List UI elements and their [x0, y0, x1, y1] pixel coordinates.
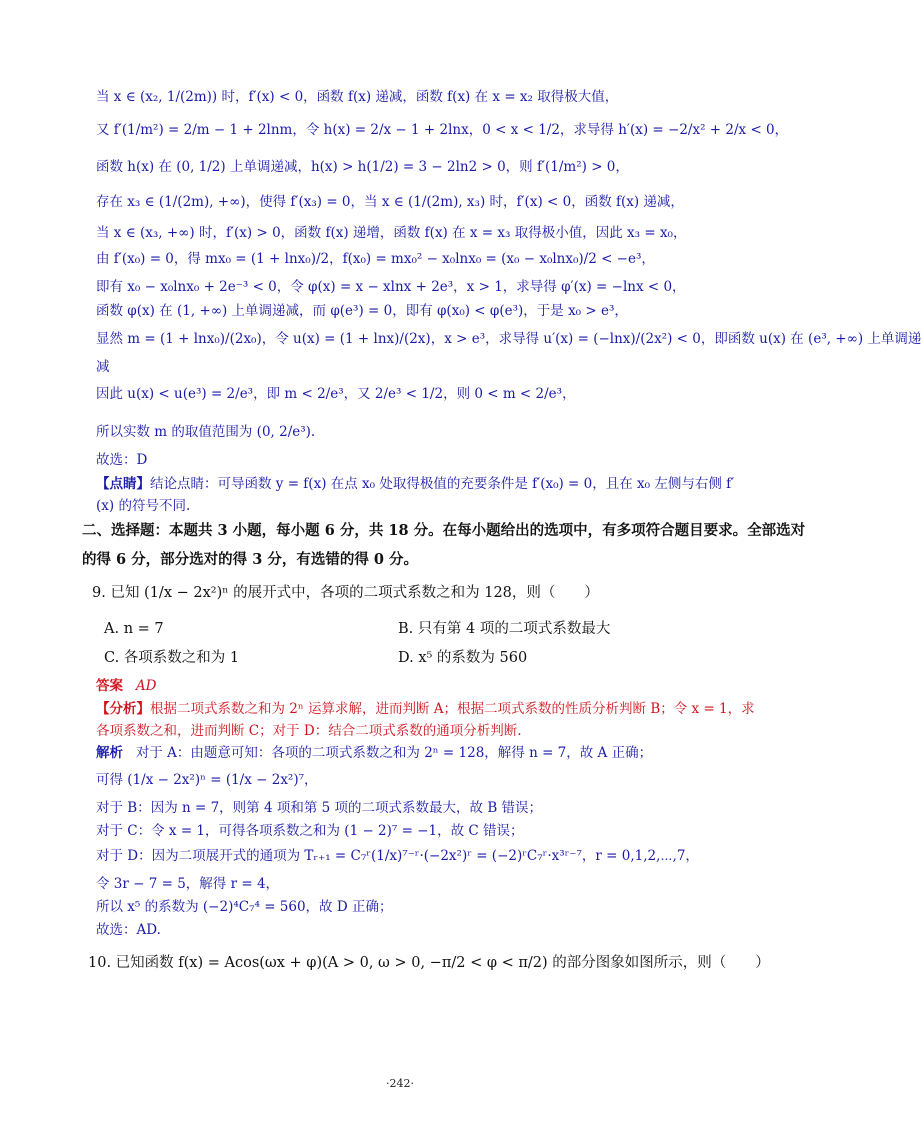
answer-line — [96, 676, 156, 696]
question-9-option-d: D. x⁵ 的系数为 560 — [398, 650, 528, 666]
jiexi-line: 对于 C：令 x = 1，可得各项系数之和为 (1 − 2)⁷ = −1，故 C 错误； — [96, 823, 524, 839]
analysis-label: 【分析】 — [96, 701, 150, 717]
solution-line: 又 f′(1/m²) = 2/m − 1 + 2lnm，令 h(x) = 2/x − 1 + 2lnx，0 < x < 1/2，求导得 h′(x) = −2/x² + 2/x < 0， — [96, 122, 789, 138]
jiexi-line: 所以 x⁵ 的系数为 (−2)⁴C₇⁴ = 560，故 D 正确； — [96, 899, 393, 915]
jiexi-line — [96, 743, 652, 763]
page-number: ·242· — [386, 1077, 414, 1090]
solution-line: 故选：D — [96, 452, 148, 468]
solution-line: 存在 x₃ ∈ (1/(2m), +∞)，使得 f′(x₃) = 0，当 x ∈ (1/(2m), x₃) 时，f′(x) < 0，函数 f(x) 递减， — [96, 194, 684, 210]
solution-line: 函数 φ(x) 在 (1, +∞) 上单调递减，而 φ(e³) = 0，即有 φ(x₀) < φ(e³)，于是 x₀ > e³， — [96, 303, 628, 319]
solution-line: 所以实数 m 的取值范围为 (0, 2/e³). — [96, 424, 316, 440]
analysis-line-2: 各项系数之和，进而判断 C；对于 D：结合二项式系数的通项分析判断. — [96, 723, 522, 739]
dianjing-line — [96, 474, 734, 494]
solution-line: 因此 u(x) < u(e³) = 2/e³，即 m < 2/e³，又 2/e³ < 1/2，则 0 < m < 2/e³， — [96, 386, 576, 402]
solution-line: 当 x ∈ (x₃, +∞) 时，f′(x) > 0，函数 f(x) 递增，函数 f(x) 在 x = x₃ 取得极小值，因此 x₃ = x₀， — [96, 225, 687, 241]
analysis-line — [96, 699, 755, 719]
dianjing-label: 【点睛】 — [96, 476, 150, 492]
jiexi-line: 可得 (1/x − 2x²)ⁿ = (1/x − 2x²)⁷， — [96, 772, 318, 788]
solution-line: 当 x ∈ (x₂, 1/(2m)) 时，f′(x) < 0，函数 f(x) 递减，函数 f(x) 在 x = x₂ 取得极大值， — [96, 89, 619, 105]
solution-line: 减 — [96, 359, 110, 375]
jiexi-line: 故选：AD. — [96, 922, 161, 938]
dianjing-line-2: (x) 的符号不同. — [96, 498, 191, 514]
jiexi-label: 解析 — [96, 745, 123, 761]
solution-line: 即有 x₀ − x₀lnx₀ + 2e⁻³ < 0，令 φ(x) = x − xlnx + 2e³，x > 1，求导得 φ′(x) = −lnx < 0， — [96, 279, 686, 295]
answer-label: 答案 — [96, 678, 123, 694]
solution-line: 显然 m = (1 + lnx₀)/(2x₀)，令 u(x) = (1 + lnx)/(2x)，x > e³，求导得 u′(x) = (−lnx)/(2x²) < 0，即函数 u(x) 在 (e³, +∞) 上单调递 — [96, 331, 921, 347]
question-9-option-c: C. 各项系数之和为 1 — [104, 650, 240, 666]
solution-line: 函数 h(x) 在 (0, 1/2) 上单调递减，h(x) > h(1/2) = 3 − 2ln2 > 0，则 f′(1/m²) > 0， — [96, 159, 629, 175]
analysis-text: 根据二项式系数之和为 2ⁿ 运算求解，进而判断 A；根据二项式系数的性质分析判断 B；令 x = 1，求 — [150, 701, 755, 717]
question-9-option-a: A. n = 7 — [104, 621, 164, 637]
section-title: 二、选择题：本题共 3 小题，每小题 6 分，共 18 分。在每小题给出的选项中，有多项符合题目要求。全部选对 — [82, 522, 806, 539]
jiexi-line: 令 3r − 7 = 5，解得 r = 4， — [96, 876, 280, 892]
question-9-option-b: B. 只有第 4 项的二项式系数最大 — [398, 621, 611, 637]
jiexi-line: 对于 B：因为 n = 7，则第 4 项和第 5 项的二项式系数最大，故 B 错误； — [96, 800, 543, 816]
jiexi-text: 对于 A：由题意可知：各项的二项式系数之和为 2ⁿ = 128，解得 n = 7，故 A 正确； — [135, 745, 653, 761]
question-9-stem: 9. 已知 (1/x − 2x²)ⁿ 的展开式中，各项的二项式系数之和为 128，则（ ） — [92, 585, 599, 601]
answer-value: AD — [135, 678, 157, 694]
question-10-stem: 10. 已知函数 f(x) = Acos(ωx + φ)(A > 0, ω > 0, −π/2 < φ < π/2) 的部分图象如图所示，则（ ） — [88, 955, 770, 971]
jiexi-line: 对于 D：因为二项展开式的通项为 Tᵣ₊₁ = C₇ʳ(1/x)⁷⁻ʳ·(−2x²)ʳ = (−2)ʳC₇ʳ·x³ʳ⁻⁷，r = 0,1,2,⋯,7， — [96, 848, 699, 864]
section-title-cont: 的得 6 分，部分选对的得 3 分，有选错的得 0 分。 — [82, 551, 419, 568]
dianjing-text: 结论点睛：可导函数 y = f(x) 在点 x₀ 处取得极值的充要条件是 f′(x₀) = 0，且在 x₀ 左侧与右侧 f′ — [150, 476, 735, 492]
solution-line: 由 f′(x₀) = 0，得 mx₀ = (1 + lnx₀)/2，f(x₀) = mx₀² − x₀lnx₀ = (x₀ − x₀lnx₀)/2 < −e³， — [96, 251, 655, 267]
